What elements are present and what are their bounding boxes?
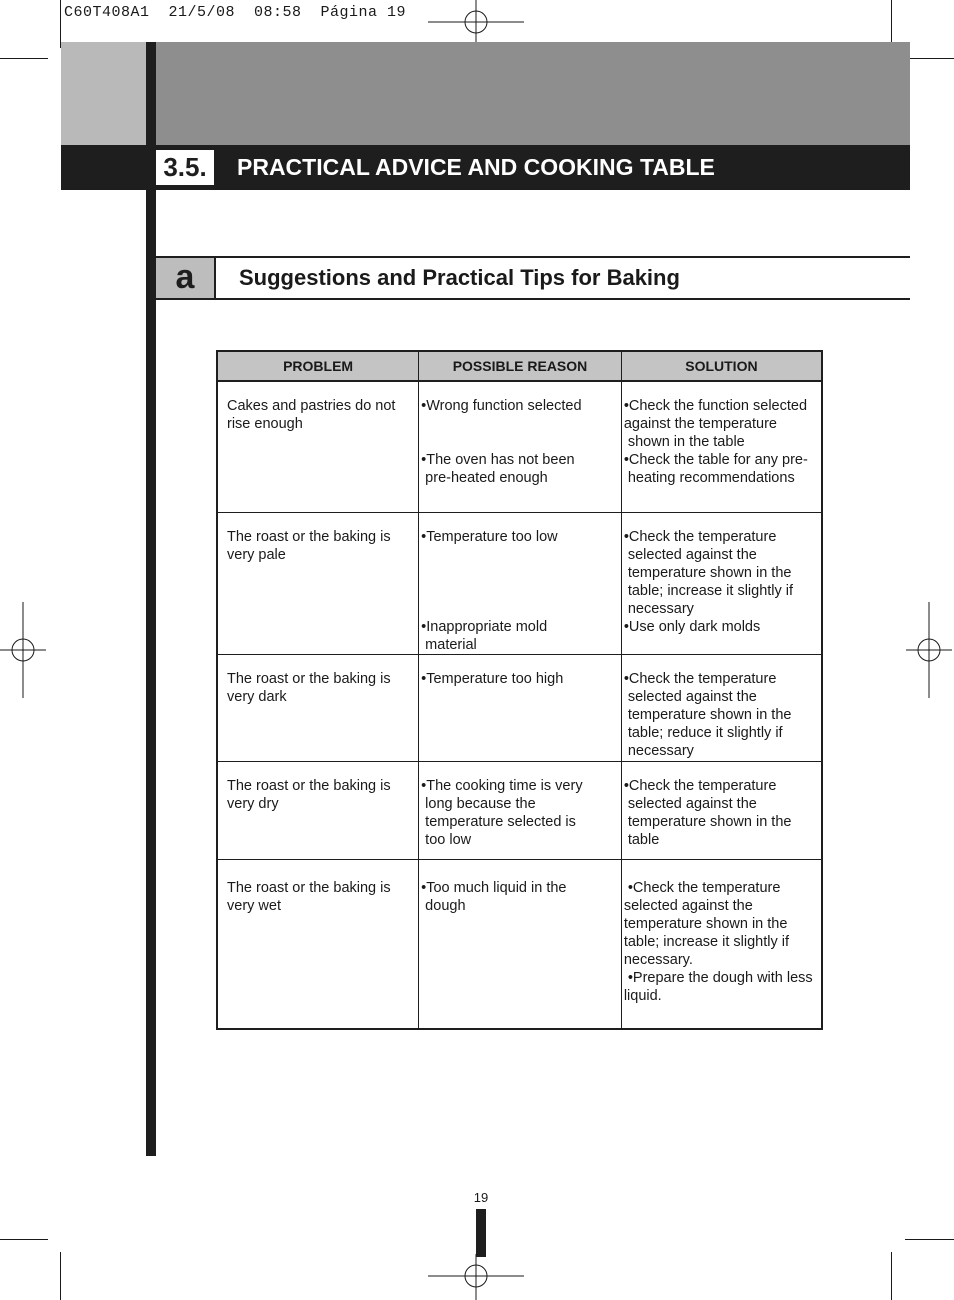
header-problem: PROBLEM — [217, 351, 419, 381]
table-row — [217, 654, 822, 761]
subsection-title: Suggestions and Practical Tips for Baking — [239, 265, 680, 290]
crop-mark — [0, 58, 48, 59]
table-row — [217, 761, 822, 859]
problem-cell: The roast or the baking is very pale — [227, 528, 391, 563]
reason-cell: •The cooking time is very long because the temperature selected is too low — [421, 777, 583, 848]
crop-mark — [905, 58, 954, 59]
solution-cell: •Check the function selected against the temperature shown in the table •Check the table for any pre- heating recommendations — [623, 398, 808, 486]
problem-cell: The roast or the baking is very wet — [227, 879, 391, 914]
page-tab-marker — [476, 1209, 486, 1257]
header-possible-reason: POSSIBLE REASON — [419, 351, 622, 381]
subsection-rule-bottom — [156, 298, 910, 300]
table-row — [217, 512, 822, 654]
crop-mark — [905, 1239, 954, 1240]
problem-cell: The roast or the baking is very dry — [227, 777, 391, 812]
section-title: PRACTICAL ADVICE AND COOKING TABLE — [237, 154, 715, 180]
reason-cell: •Wrong function selected •The oven has not been pre-heated enough — [421, 398, 582, 486]
solution-cell: •Check the temperature selected against the temperature shown in the table — [623, 777, 792, 848]
problem-cell: Cakes and pastries do not rise enough — [227, 398, 396, 432]
crop-mark — [891, 0, 892, 48]
solution-cell: •Check the temperature selected against the temperature shown in the table; reduce it slightly if necessary — [623, 670, 792, 759]
registration-mark-right — [906, 602, 952, 698]
baking-tips-table — [216, 350, 823, 1030]
page-number: 19 — [473, 1190, 489, 1205]
table-row — [217, 859, 822, 1029]
subsection-divider — [214, 258, 216, 298]
crop-mark — [0, 1239, 48, 1240]
header-band-light — [61, 42, 146, 145]
table-header-row — [217, 351, 822, 381]
header-band-dark — [156, 42, 910, 145]
reason-cell: •Too much liquid in the dough — [421, 879, 567, 914]
crop-mark — [891, 1252, 892, 1300]
section-number: 3.5. — [156, 150, 214, 185]
reason-cell: •Temperature too low •Inappropriate mold material — [421, 528, 558, 653]
print-header: C60T408A1 21/5/08 08:58 Página 19 — [64, 4, 407, 21]
header-solution: SOLUTION — [621, 351, 822, 381]
solution-cell: •Check the temperature selected against the temperature shown in the table; increase it slightly if necessary. •Prepare the dough with less liquid. — [623, 879, 813, 1004]
vertical-margin-bar — [146, 42, 156, 1156]
reason-cell: •Temperature too high — [421, 670, 564, 687]
crop-mark — [60, 0, 61, 48]
registration-mark-left — [0, 602, 46, 698]
registration-mark-top — [428, 0, 524, 46]
problem-cell: The roast or the baking is very dark — [227, 670, 391, 705]
subsection-letter: a — [156, 258, 214, 298]
table-row — [217, 381, 822, 512]
registration-mark-bottom — [428, 1254, 524, 1300]
crop-mark — [60, 1252, 61, 1300]
solution-cell: •Check the temperature selected against the temperature shown in the table; increase it slightly if necessary •Use only dark molds — [623, 528, 794, 635]
